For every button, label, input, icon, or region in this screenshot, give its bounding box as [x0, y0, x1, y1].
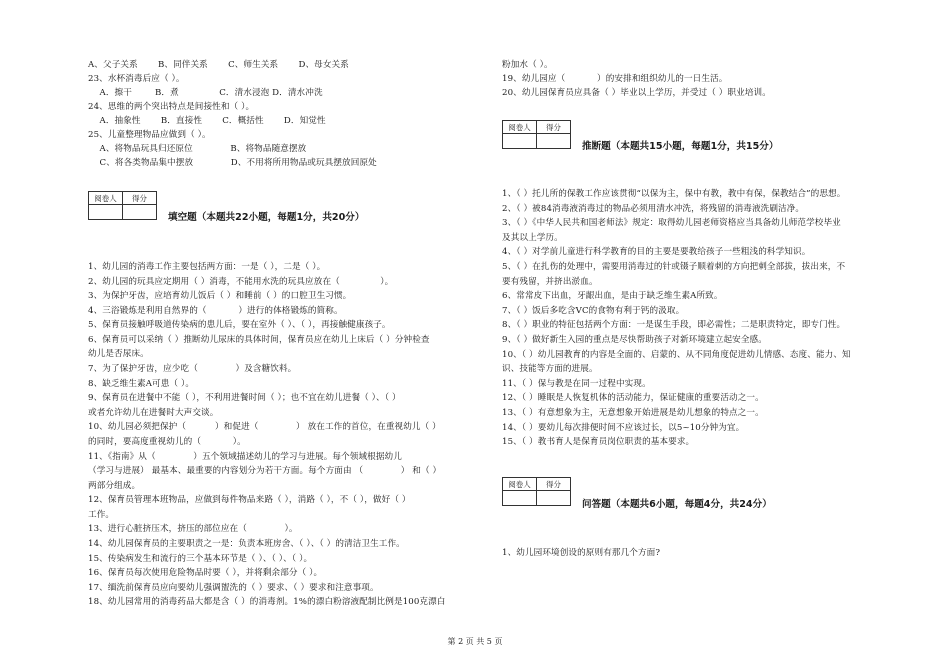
question-line: C、将各类物品集中摆放 D、不用将所用物品或玩具摆放回原处 [88, 158, 377, 168]
question-line: 20、幼儿园保育员应具备（ ）毕业以上学历，并受过（ ）职业培训。 [502, 88, 771, 98]
question-line: 粉加水（ ）。 [502, 60, 553, 70]
fill-blank-line: 3、为保护牙齿，应培育幼儿饭后（ ）和睡前（ ）的口腔卫生习惯。 [88, 291, 352, 302]
fill-blank-line: 工作。 [88, 509, 115, 520]
score-label: 得分 [537, 121, 570, 134]
true-false-line: 10、（ ）幼儿园教育的内容是全面的、启蒙的、从不同角度促进幼儿情感、态度、能力、知 [502, 349, 851, 360]
question-line: A．擦干 B．煮 C．清水浸泡 D．清水冲洗 [88, 88, 323, 98]
fill-blank-line: 1、幼儿园的消毒工作主要包括两方面：一是（ ），二是（ ）。 [88, 262, 326, 272]
question-line: 19、幼儿园应（ ）的安排和组织幼儿的一日生活。 [502, 74, 728, 84]
fill-blank-line: 两部分组成。 [88, 480, 141, 491]
true-false-line: 11、（ ）保与教是在同一过程中实现。 [502, 378, 651, 389]
score-label: 得分 [537, 478, 570, 491]
fill-blank-line: 4、三浴锻炼是利用自然界的（ ）进行的体格锻炼的简称。 [88, 305, 343, 316]
fill-blank-line: 12、保育员管理本班物品，应做到每件物品来路（ ），消路（ ），不（ ），做好（ ） [88, 495, 411, 506]
fill-blank-line: 11、《指南》从（ ）五个领域描述幼儿的学习与进展。每个领域根据幼儿 [88, 451, 402, 462]
question-line: A．抽象性 B．直接性 C．概括性 D．知觉性 [88, 116, 326, 126]
grader-score-box [88, 191, 157, 220]
true-false-line: 及其以上学历。 [502, 232, 563, 243]
fill-blank-line: 9、保育员在进餐中不能（ ），不利用进餐时间（ ）；也不宜在幼儿进餐（ ）、（ ） [88, 393, 401, 404]
true-false-line: 1、（ ）托儿所的保教工作应该贯彻“以保为主，保中有教，教中有保，保教结合”的思想。 [502, 189, 846, 199]
fill-blank-line: 18、幼儿园常用的消毒药品大都是含（ ）的消毒剂。1%的漂白粉溶液配制比例是100克漂白 [88, 597, 446, 608]
fill-blank-line: 幼儿是否尿床。 [88, 349, 149, 360]
fill-blank-line: 15、传染病发生和流行的三个基本环节是（ ）、（ ）、（ ）。 [88, 553, 313, 564]
fill-blank-line: 5、保育员接触呼吸道传染病的患儿后，要在室外（ ）、（ ），再接触健康孩子。 [88, 320, 391, 331]
page-footer: 第 2 页 共 5 页 [447, 637, 503, 646]
grader-label: 阅卷人 [503, 478, 537, 491]
section-title: 问答题（本题共6小题，每题4分，共24分） [582, 499, 772, 510]
true-false-line: 2、（ ）被84消毒液消毒过的物品必须用清水冲洗，将残留的消毒液洗刷洁净。 [502, 203, 805, 214]
fill-blank-line: 10、幼儿园必须把保护（ ）和促进（ ） 放在工作的首位，在重视幼儿（ ） [88, 422, 441, 433]
grader-score-box [502, 477, 571, 506]
section-title: 填空题（本题共22小题，每题1分，共20分） [168, 212, 365, 223]
score-cell[interactable] [537, 491, 570, 505]
fill-blank-line: 17、缅洗前保育员应向要幼儿强调盥洗的（ ）要求、（ ）要求和注意事项。 [88, 582, 379, 593]
true-false-line: 14、（ ）要幼儿每次排便时间不应该过长，以5~10分钟为宜。 [502, 422, 745, 433]
fill-blank-line: 16、保育员每次使用危险物品时要（ ），并将剩余部分（ ）。 [88, 568, 323, 579]
question-line: 24、思维的两个突出特点是间接性和（ ）。 [88, 102, 255, 112]
grader-cell[interactable] [503, 491, 537, 505]
fill-blank-line: 8、缺乏维生素A可患（ ）。 [88, 378, 195, 389]
fill-blank-line: 13、进行心脏挤压术，挤压的部位应在（ ）。 [88, 524, 298, 535]
grader-cell[interactable] [89, 205, 123, 219]
true-false-line: 8、（ ）职业的特征包括两个方面：一是谋生手段，即必需性；二是职责特定，即专门性。 [502, 320, 846, 331]
true-false-line: 5、（ ）在扎伤的处理中，需要用消毒过的针或镊子顺着刺的方向把刺全部拔，拔出来，不 [502, 262, 846, 272]
fill-blank-line: （学习与进展） 最基本、最重要的内容划分为若干方面。每个方面由 （ ） 和（ ） [88, 466, 442, 477]
section-title: 推断题（本题共15小题，每题1分，共15分） [582, 141, 779, 152]
true-false-line: 4、（ ）对学前儿童进行科学教育的目的主要是要教给孩子一些粗浅的科学知识。 [502, 247, 811, 258]
grader-label: 阅卷人 [503, 121, 537, 134]
true-false-line: 3、（ ）《中华人民共和国老师法》规定：取得幼儿园老师资格应当具备幼儿师范学校毕业 [502, 218, 841, 229]
fill-blank-line: 7、为了保护牙齿，应少吃（ ）及含糖饮料。 [88, 364, 297, 375]
true-false-line: 6、常常皮下出血，牙龈出血，是由于缺乏维生素A所致。 [502, 291, 723, 302]
grader-score-box [502, 120, 571, 149]
question-line: 23、水杯消毒后应（ ）。 [88, 74, 185, 84]
fill-blank-line: 2、幼儿园的玩具应定期用（ ）消毒，不能用水洗的玩具应放在（ ）。 [88, 276, 394, 287]
true-false-line: 7、（ ）饭后多吃含VC的食物有利于钙的汲取。 [502, 305, 685, 316]
grader-label: 阅卷人 [89, 192, 123, 205]
fill-blank-line: 的同时，要高度重视幼儿的（ ）。 [88, 436, 246, 447]
question-line: A、父子关系 B、同伴关系 C、师生关系 D、母女关系 [88, 60, 349, 70]
fill-blank-line: 6、保育员可以采纳（ ）推断幼儿尿床的具体时间，保育员应在幼儿上床后（ ）分钟检查 [88, 334, 430, 345]
score-cell[interactable] [537, 134, 570, 148]
score-label: 得分 [123, 192, 156, 205]
true-false-line: 要有残留，并挤出淤血。 [502, 276, 598, 287]
question-line: 25、儿童整理物品应做到（ ）。 [88, 130, 211, 140]
true-false-line: 15、（ ）教书育人是保育员岗位职责的基本要求。 [502, 437, 695, 448]
true-false-line: 13、（ ）有意想象为主，无意想象开始进展是幼儿想象的特点之一。 [502, 408, 764, 418]
true-false-line: 识、技能等方面的进展。 [502, 364, 598, 375]
question-line: A、将物品玩具归还原位 B、将物品随意摆放 [88, 144, 307, 154]
true-false-line: 12、（ ）睡眠是人恢复机体的活动能力，保证健康的重要活动之一。 [502, 393, 764, 404]
grader-cell[interactable] [503, 134, 537, 148]
score-cell[interactable] [123, 205, 156, 219]
qa-line: 1、幼儿园环境创设的原则有那几个方面? [502, 548, 661, 558]
fill-blank-line: 14、幼儿园保育员的主要职责之一是：负责本班房舍、（ ）、（ ）的清洁卫生工作。 [88, 539, 405, 550]
fill-blank-line: 或者允许幼儿在进餐时大声交谈。 [88, 407, 219, 418]
true-false-line: 9、（ ）做好新生入园的重点是尽快帮助孩子对新环境建立起安全感。 [502, 335, 767, 345]
